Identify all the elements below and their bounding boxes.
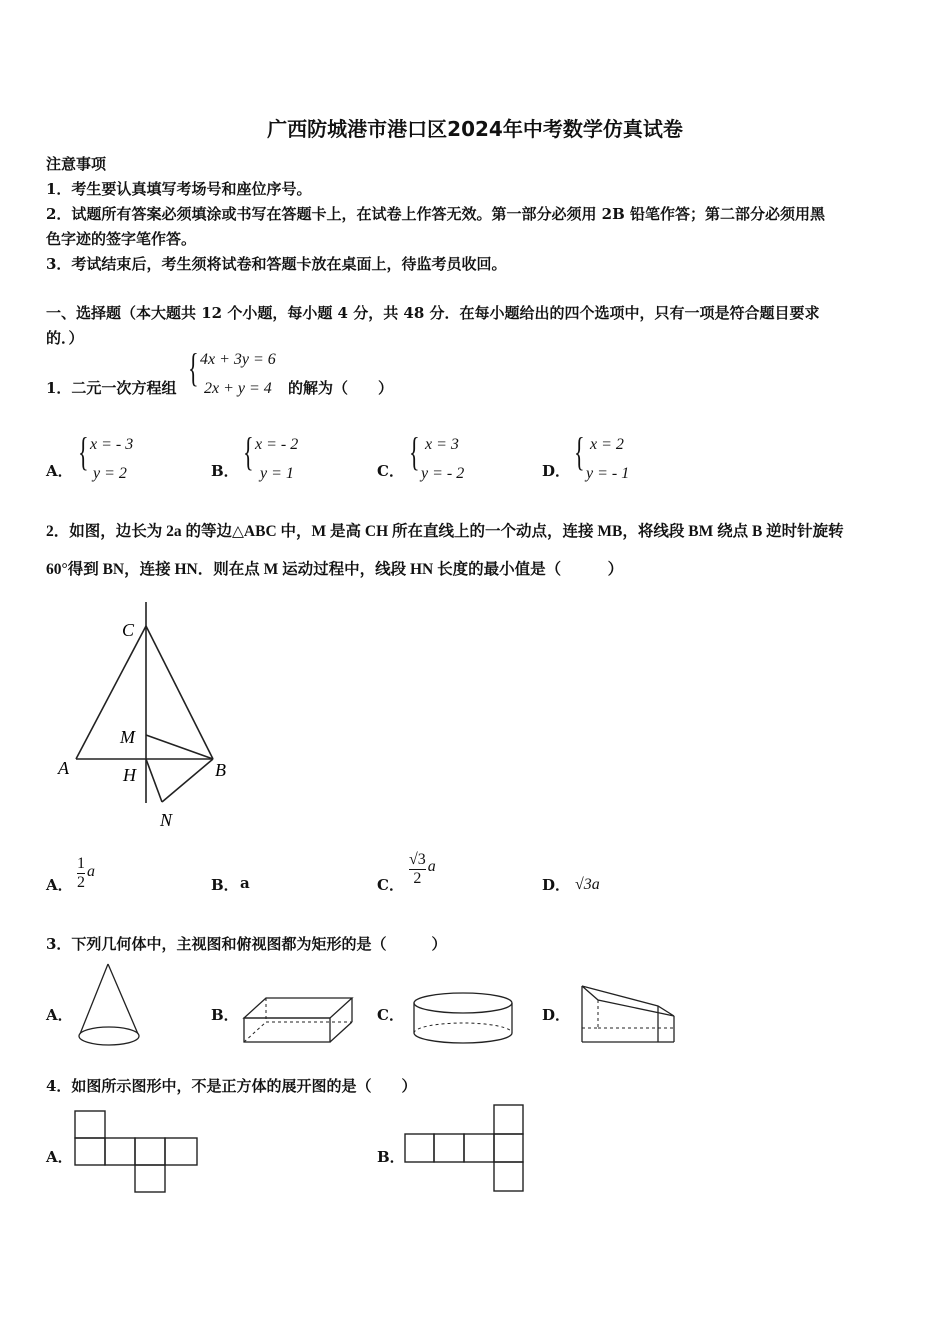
q2-stem-cont: 60°得到 BN，连接 HN．则在点 M 运动过程中，线段 HN 长度的最小值是（ ）: [46, 561, 624, 578]
page-title: 广西防城港市港口区2024年中考数学仿真试卷: [267, 117, 683, 141]
notice-item-2-cont: 色字迹的签字笔作答。: [46, 230, 197, 248]
q2-option-c-fraction: $\frac{√3}{2}$: [409, 851, 426, 887]
q2-option-d-label: D．: [542, 876, 571, 894]
q1-option-b-y: y = 1: [260, 465, 294, 482]
label-b: B: [215, 760, 226, 780]
label-a: A: [58, 758, 69, 778]
notice-item-1: 1．考生要认真填写考场号和座位序号。: [46, 180, 312, 198]
q1-equation-1: 4x + 3y = 6: [200, 351, 276, 368]
section-heading-cont: 的．）: [46, 329, 84, 347]
q1-option-a-x: x = - 3: [90, 436, 134, 453]
q1-option-c-label: C．: [377, 462, 404, 480]
cube-net-a-icon: [74, 1110, 202, 1194]
q1-option-a-brace: {: [78, 429, 89, 474]
q2-option-a-fraction: $\frac{1}{2}$: [77, 855, 85, 891]
side-ac: [76, 626, 146, 759]
q2-stem: 2．如图，边长为 2a 的等边△ABC 中，M 是高 CH 所在直线上的一个动点，连接 MB，将线段 BM 绕点 B 逆时针旋转: [46, 523, 844, 540]
q4-stem: 4．如图所示图形中，不是正方体的展开图的是（ ）: [46, 1077, 417, 1095]
q1-option-c-brace: {: [409, 429, 420, 474]
label-n: N: [160, 810, 173, 830]
cone-icon: [78, 962, 144, 1048]
q1-option-c-y: y = - 2: [421, 465, 465, 482]
notice-item-3: 3．考试结束后，考生须将试卷和答题卡放在桌面上，待监考员收回。: [46, 255, 507, 273]
cube-net-b-icon: [403, 1104, 527, 1194]
q1-option-d-y: y = - 1: [586, 465, 630, 482]
label-c: C: [122, 620, 135, 640]
q2-option-c-label: C．: [377, 876, 404, 894]
q4-option-a-label: A．: [46, 1148, 73, 1166]
q1-option-b-x: x = - 2: [255, 436, 299, 453]
q1-option-c-x: x = 3: [425, 436, 459, 453]
q1-equation-2: 2x + y = 4: [204, 380, 272, 397]
q2-triangle-figure: [50, 598, 250, 838]
rectangular-prism-icon: [242, 996, 356, 1046]
q2-option-a-label: A．: [46, 876, 73, 894]
q4-option-b-label: B．: [377, 1148, 405, 1166]
q2-option-a-value: $\frac{1}{2}$ a: [77, 855, 95, 891]
cylinder-icon: [412, 991, 516, 1047]
q1-option-d-label: D．: [542, 462, 571, 480]
q3-stem: 3．下列几何体中，主视图和俯视图都为矩形的是（ ）: [46, 935, 447, 953]
triangular-prism-icon: [578, 984, 680, 1046]
q2-option-c-value: $\frac{√3}{2}$ a: [409, 851, 436, 887]
q1-option-b-brace: {: [243, 429, 254, 474]
segment-hn: [146, 759, 162, 802]
q1-system-brace: {: [188, 345, 199, 390]
q2-option-d-value: √3a: [575, 876, 600, 893]
q2-option-b-label: B．: [211, 876, 239, 894]
notice-heading: 注意事项: [46, 155, 107, 173]
q3-option-b-label: B．: [211, 1006, 239, 1024]
q3-option-c-label: C．: [377, 1006, 404, 1024]
label-m: M: [120, 727, 135, 747]
q1-suffix: 的解为（ ）: [288, 379, 394, 397]
segment-bn: [162, 759, 213, 802]
q1-option-d-x: x = 2: [590, 436, 624, 453]
q1-option-a-y: y = 2: [93, 465, 127, 482]
q3-option-d-label: D．: [542, 1006, 571, 1024]
q1-option-a-label: A．: [46, 462, 73, 480]
section-heading: 一、选择题（本大题共 12 个小题，每小题 4 分，共 48 分．在每小题给出的四个选项中，只有一项是符合题目要求: [46, 304, 820, 322]
q1-option-d-brace: {: [574, 429, 585, 474]
label-h: H: [123, 765, 136, 785]
q2-option-b-value: a: [240, 874, 250, 892]
q3-option-a-label: A．: [46, 1006, 73, 1024]
q1-prefix: 1．二元一次方程组: [46, 379, 177, 397]
q1-option-b-label: B．: [211, 462, 239, 480]
notice-item-2: 2．试题所有答案必须填涂或书写在答题卡上，在试卷上作答无效。第一部分必须用 2B 铅笔作答；第二部分必须用黑: [46, 205, 826, 223]
